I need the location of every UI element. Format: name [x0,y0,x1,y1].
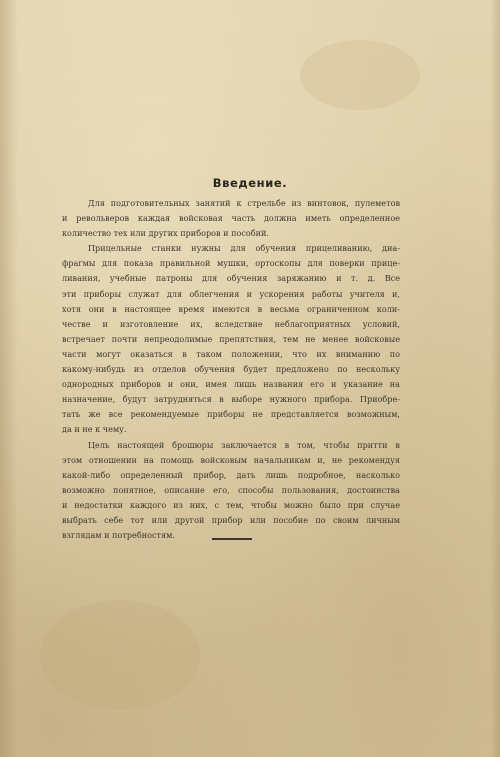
paragraph-1 [62,196,400,241]
text-line: количество тех или других приборов и пособий. [62,228,270,239]
text-line: честве и изготовление их, вследствие неблагоприятных условий, [62,318,400,329]
text-line: однородных приборов и они, имея лишь названия его и указание на [62,379,400,390]
text-line: какой-либо определенный прибор, дать лишь подробное, насколько [62,469,400,480]
text-line: ливания, учебные патроны для обучения заряжанию и т. д. Все [62,273,400,284]
text-line: да и не к чему. [62,424,127,435]
text-line: фрагмы для показа правильной мушки, ортоскопы для поверки прице- [62,258,400,269]
document-body [62,196,400,543]
text-line: части могут оказаться в таком положении, что их вниманию по [62,348,400,359]
paragraph-3 [62,438,400,544]
text-line: Прицельные станки нужны для обучения прицеливанию, диа- [88,243,400,254]
section-separator-rule [212,538,252,540]
text-line: тать же все рекомендуемые приборы не представляется возможным, [62,409,400,420]
paper-stain [40,600,200,710]
paper-stain [300,40,420,110]
text-line: Цель настоящей брошюры заключается в том, чтобы притти в [88,439,400,450]
text-line: встречает почти непреодолимые препятствия, тем не менее войсковые [62,333,400,344]
text-line: возможно понятное, описание его, способы пользования, достоинства [62,484,400,495]
paragraph-2 [62,241,400,437]
text-line: взглядам и потребностям. [62,530,175,541]
page-edge-shadow-right [490,0,500,757]
document-title: Введение. [212,176,288,190]
text-line: назначение, будут затрудняться в выборе нужного прибора. Приобре- [62,394,400,405]
text-line: и револьверов каждая войсковая часть должна иметь определенное [62,213,400,224]
text-line: Для подготовительных занятий к стрельбе из винтовок, пулеметов [88,198,400,208]
text-line: эти приборы служат для облегчения и ускорения работы учителя и, [62,288,400,299]
text-line: этом отношении на помощь войсковым начальникам и, не рекомендуя [62,454,400,465]
text-line: какому-нибудь из отделов обучения будет предложено по нескольку [62,364,400,375]
text-line: хотя они в настоящее время имеются в весьма ограниченном коли- [62,303,400,314]
text-line: выбрать себе тот или другой прибор или пособие по своим личным [62,514,400,525]
text-line: и недостатки каждого из них, с тем, чтобы можно было при случае [62,499,400,510]
page-edge-shadow-left [0,0,18,757]
